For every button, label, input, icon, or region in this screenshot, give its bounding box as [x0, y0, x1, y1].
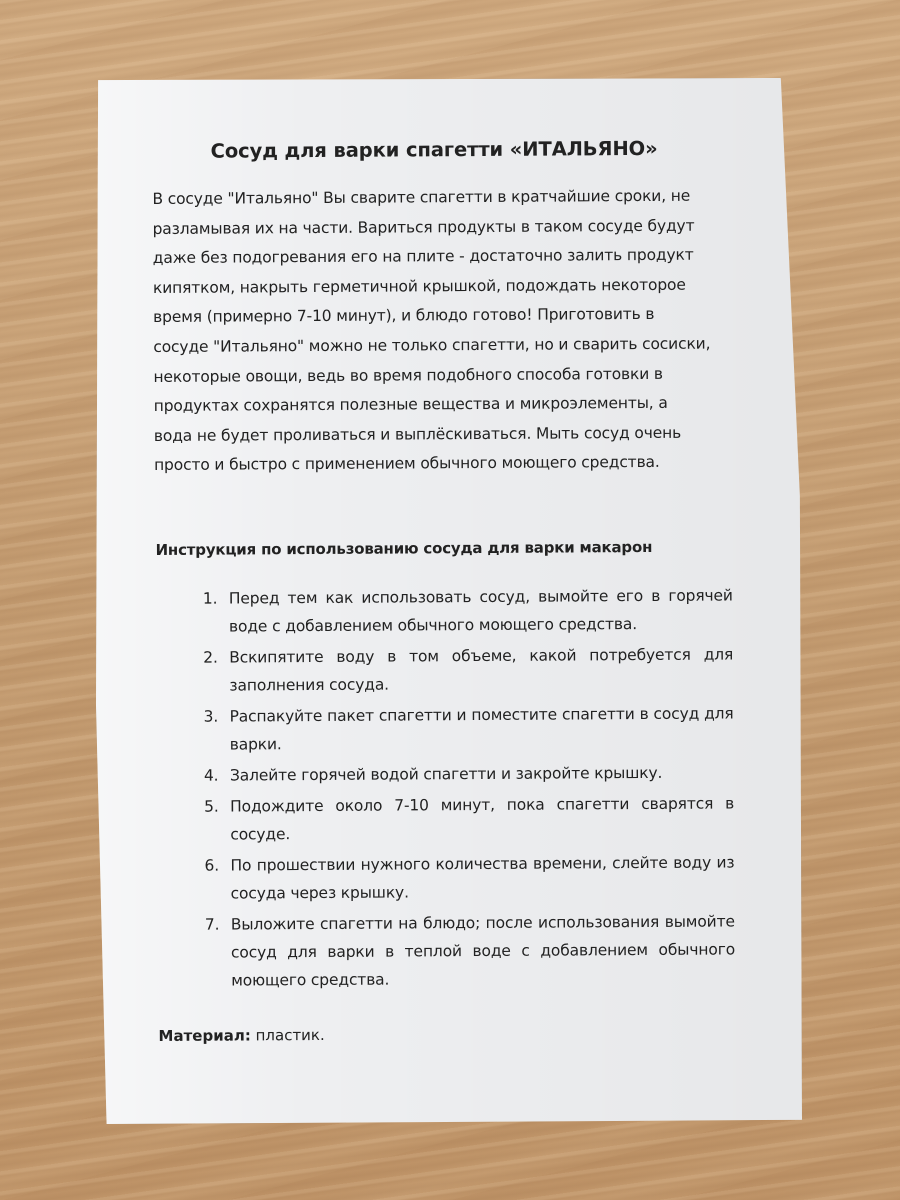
instruction-step	[154, 758, 734, 790]
instruction-step	[153, 699, 733, 759]
intro-line: время (примерно 7-10 минут), и блюдо готово! Приготовить в	[153, 305, 655, 327]
intro-line: некоторые овощи, ведь во время подобного способа готовки в	[153, 364, 663, 386]
step-number: 7.	[204, 915, 220, 934]
intro-line: сосуде "Итальяно" можно не только спагетти, но и сварить сосиски,	[153, 334, 711, 356]
instruction-step	[154, 848, 734, 908]
step-number: 2.	[203, 648, 218, 667]
instruction-steps	[153, 581, 755, 995]
intro-line: даже без подогревания его на плите - достаточно залить продукт	[152, 245, 694, 268]
instructions-heading: Инструкция по использованию сосуда для варки макарон	[155, 537, 653, 559]
intro-line: В сосуде "Итальяно" Вы сварите спагетти в кратчайшие сроки, не	[152, 186, 691, 208]
step-number: 5.	[204, 797, 219, 816]
step-text: Выложите спагетти на блюдо; после использования вымойте сосуд для варки в теплой воде с добавлением обычного моющего средства.	[230, 912, 736, 990]
material-line	[158, 1023, 755, 1045]
instruction-step	[153, 640, 733, 700]
intro-line: кипятком, накрыть герметичной крышкой, подождать некоторое	[152, 275, 686, 297]
intro-paragraph	[152, 182, 724, 481]
instruction-step	[153, 581, 733, 641]
step-number: 1.	[202, 589, 218, 608]
material-label: Материал:	[158, 1026, 251, 1045]
step-text: По прошествии нужного количества времени, слейте воду из сосуда через крышку.	[230, 853, 735, 903]
step-text: Распакуйте пакет спагетти и поместите спагетти в сосуд для варки.	[229, 704, 734, 754]
intro-line: разламывая их на части. Вариться продукты в таком сосуде будут	[152, 216, 695, 238]
step-number: 3.	[203, 707, 219, 726]
document-title: Сосуд для варки спагетти «ИТАЛЬЯНО»	[210, 136, 658, 163]
intro-line: продуктах сохранятся полезные вещества и микроэлементы, а	[153, 393, 668, 416]
instruction-step	[155, 907, 736, 995]
instruction-step	[154, 789, 734, 849]
step-text: Вскипятите воду в том объеме, какой потребуется для заполнения сосуда.	[229, 645, 734, 695]
intro-line: вода не будет проливаться и выплёскиваться. Мыть сосуд очень	[153, 423, 682, 445]
intro-line: просто и быстро с применением обычного моющего средства.	[153, 453, 660, 475]
step-number: 4.	[203, 766, 219, 785]
material-value: пластик.	[255, 1025, 325, 1045]
document-content	[150, 128, 756, 1045]
step-number: 6.	[204, 856, 220, 875]
step-text: Перед тем как использовать сосуд, вымойте его в горячей воде с добавлением обычного моющего средства.	[228, 586, 733, 636]
step-text: Залейте горячей водой спагетти и закройте крышку.	[229, 763, 663, 785]
step-text: Подождите около 7-10 минут, пока спагетти сварятся в сосуде.	[230, 794, 735, 844]
